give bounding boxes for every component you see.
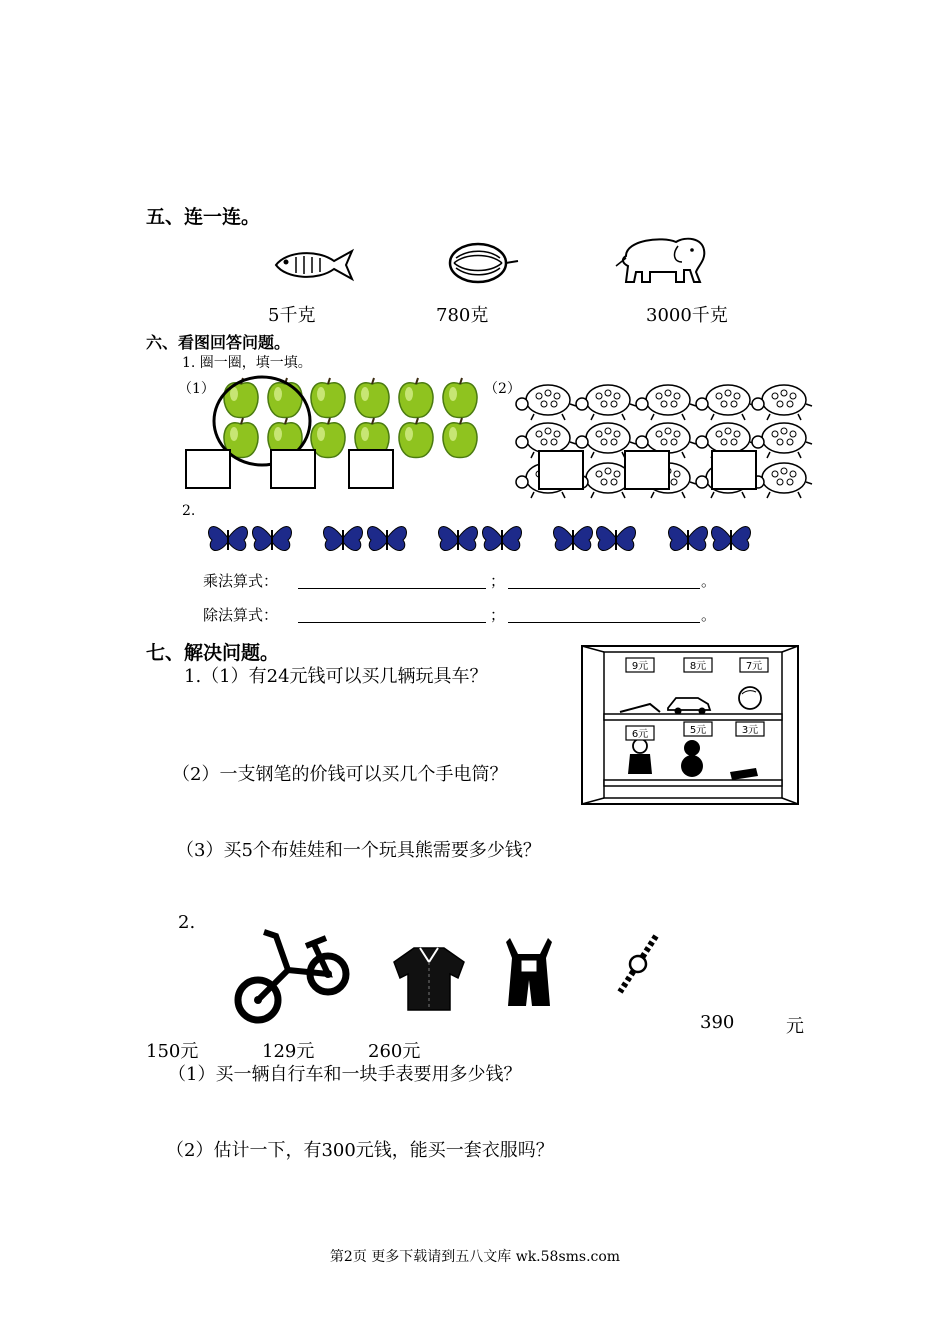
- shelf-price-tag-5: 6元: [631, 729, 649, 740]
- butterfly-icon: [597, 526, 636, 550]
- butterfly-icon: [712, 526, 751, 550]
- section7-q1-3: （3）买5个布娃娃和一个玩具熊需要多少钱？: [176, 840, 541, 861]
- section7-q2-2: （2）估计一下，有300元钱，能买一套衣服吗？: [166, 1140, 554, 1161]
- price-overalls: 260元: [368, 1041, 421, 1062]
- section6-sub2-label: （2）: [484, 381, 521, 397]
- div-label: 除法算式：: [203, 606, 279, 624]
- page-footer: 第2页 更多下载请到五八文库 wk.58sms.com: [329, 1249, 621, 1265]
- div-semicolon: ；: [490, 606, 506, 624]
- section6-q2-label: 2.: [182, 503, 196, 519]
- butterfly-icon: [669, 526, 708, 550]
- butterfly-icon: [554, 526, 593, 550]
- weight-label-3: 3000千克: [646, 305, 728, 326]
- shelf-price-tag-2: 8元: [689, 661, 707, 672]
- shelf-price-tag-4: 5元: [689, 725, 707, 736]
- butterfly-icon: [324, 526, 363, 550]
- section6-q1-label: 1. 圈一圈，填一填。: [182, 355, 312, 371]
- toy-shelf-image: [580, 642, 802, 808]
- div-answer-line-2[interactable]: [508, 622, 700, 623]
- weight-label-2: 780克: [436, 305, 489, 326]
- price-shirt: 129元: [262, 1041, 315, 1062]
- section5-title: 五、连一连。: [146, 206, 261, 228]
- shelf-price-tag-3: 7元: [745, 661, 763, 672]
- price-watch-number: 390: [700, 1012, 735, 1033]
- butterfly-icon: [253, 526, 292, 550]
- section7-title: 七、解决问题。: [146, 642, 280, 664]
- section7-q1-2: （2）一支钢笔的价钱可以买几个手电筒？: [172, 764, 508, 785]
- mult-period: 。: [701, 572, 717, 590]
- bicycle-image: [236, 926, 352, 1030]
- overalls-image: [502, 934, 556, 1008]
- weight-label-1: 5千克: [268, 305, 316, 326]
- mult-semicolon: ；: [490, 572, 506, 590]
- section7-q1-1: 1.（1）有24元钱可以买几辆玩具车？: [184, 666, 488, 687]
- section6-sub1-label: （1）: [178, 381, 215, 397]
- shelf-price-tag-6: 3元: [741, 725, 759, 736]
- section7-q2-1: （1）买一辆自行车和一块手表要用多少钱？: [168, 1064, 522, 1085]
- butterfly-icon: [439, 526, 478, 550]
- shirt-image: [390, 944, 468, 1014]
- watch-image: [612, 932, 662, 998]
- price-bicycle: 150元: [146, 1041, 199, 1062]
- mult-answer-line-1[interactable]: [298, 588, 486, 589]
- section7-q2-label: 2.: [178, 912, 196, 933]
- shelf-price-tag-1: 9元: [631, 661, 649, 672]
- div-period: 。: [701, 606, 717, 624]
- butterfly-icon: [368, 526, 407, 550]
- div-answer-line-1[interactable]: [298, 622, 486, 623]
- mult-label: 乘法算式：: [203, 572, 279, 590]
- price-watch-unit: 元: [786, 1016, 804, 1037]
- section6-title: 六、看图回答问题。: [146, 333, 291, 352]
- butterfly-icon: [209, 526, 248, 550]
- butterfly-icon: [483, 526, 522, 550]
- mult-answer-line-2[interactable]: [508, 588, 700, 589]
